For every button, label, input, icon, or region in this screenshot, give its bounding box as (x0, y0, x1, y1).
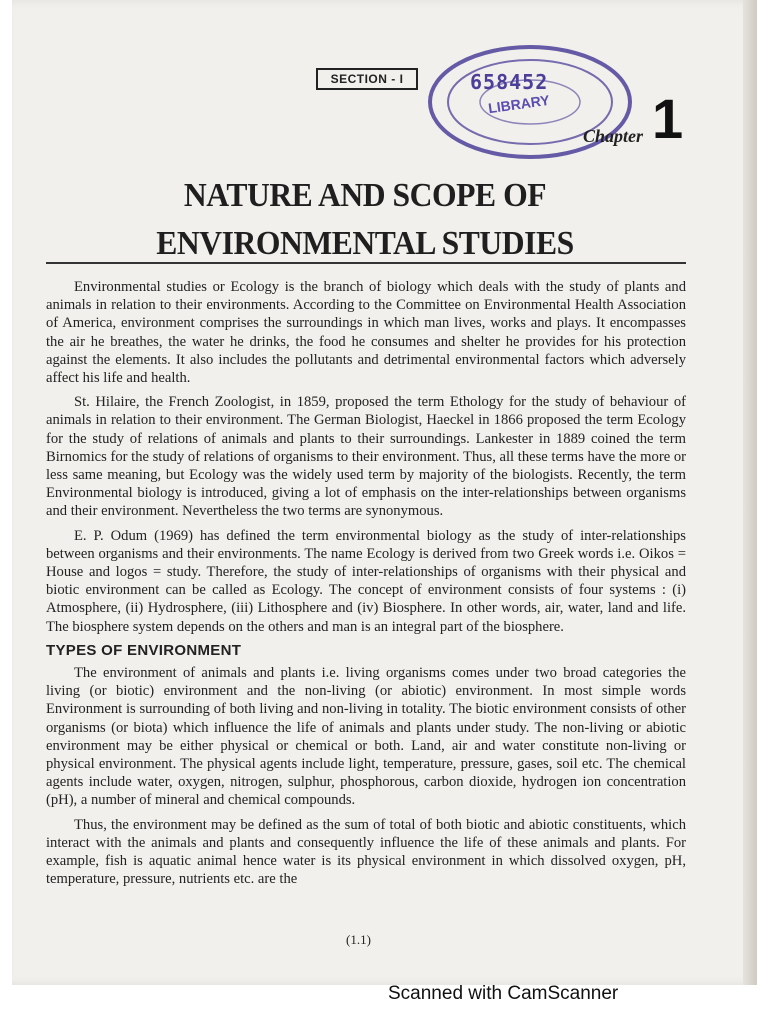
chapter-number: 1 (652, 87, 684, 150)
title-divider (46, 262, 686, 264)
stamp-library-label: LIBRARY (487, 91, 551, 117)
paragraph: The environment of animals and plants i.e. living organisms comes under two broad categories the living (or biotic) environment and the non-living (or abiotic) environment. In most simple words Environment is surrounding of both living and non-living in totality. The biotic environment consists of other organisms (or biota) which influence the life of animals and plants under study. The non-living or abiotic environment may be either physical or chemical or both. Land, air and water constitute non-living or physical environment. The physical agents include light, temperature, pressure, gases, soil etc. The chemical agents include water, oxygen, nitrogen, sulphur, phosphorous, carbon dioxide, hydrogen ion concentration (pH), a number of mineral and chemical compounds. (46, 665, 686, 809)
paragraph: Thus, the environment may be defined as the sum of total of both biotic and abiotic constituents, which interact with the animals and plants and consequently influence the life of these animals and plants. For example, fish is aquatic animal hence water is its physical environment in which dissolved oxygen, pH, temperature, pressure, nutrients etc. are the (46, 816, 686, 888)
section-heading: TYPES OF ENVIRONMENT (46, 641, 242, 659)
paragraph: St. Hilaire, the French Zoologist, in 1859, proposed the term Ethology for the study of behaviour of animals in relation to their environment. The German Biologist, Haeckel in 1866 proposed the term Ecology for the study of relations of animals and plants to their surroundings. Lankester in 1889 coined the term Birnomics for the study of relations of organisms to their environment. Thus, all these terms have the more or less same meaning, but Ecology was the widely used term by majority of the biologists. Recently, the term Environmental biology is introduced, giving a lot of emphasis on the inter-relationships between organisms and their environment. Nevertheless the two terms are synonymous. (46, 394, 686, 520)
body-text (46, 278, 686, 895)
scanner-watermark: Scanned with CamScanner (388, 983, 619, 1004)
paragraph: E. P. Odum (1969) has defined the term environmental biology as the study of inter-relationships between organisms and their environments. The name Ecology is derived from two Greek words i.e. Oikos = House and logos = study. Therefore, the study of inter-relationships of organisms with their physical and biotic environment can be called as Ecology. The concept of environment consists of four systems : (i) Atmosphere, (ii) Hydrosphere, (iii) Lithosphere and (iv) Biosphere. In other words, air, water, land and life. The biosphere system depends on the others and man is an integral part of the biosphere. (46, 527, 686, 635)
chapter-title: NATURE AND SCOPE OF ENVIRONMENTAL STUDIES (156, 177, 574, 262)
page-edge (743, 0, 757, 985)
paragraph: Environmental studies or Ecology is the branch of biology which deals with the study of plants and animals in relation to their environments. According to the Committee on Environmental Health Association of America, environment comprises the surroundings in which man lives, works and plays. It encompasses the air he breathes, the water he drinks, the food he consumes and shelter he provides for his protection against the elements. It also includes the pollutants and detrimental environmental factors which adversely affect his life and health. (46, 279, 686, 387)
stamp-code: 658452 (470, 70, 549, 94)
section-label: SECTION - I (316, 68, 418, 90)
chapter-label: Chapter (583, 126, 644, 146)
page-number: (1.1) (346, 932, 371, 947)
